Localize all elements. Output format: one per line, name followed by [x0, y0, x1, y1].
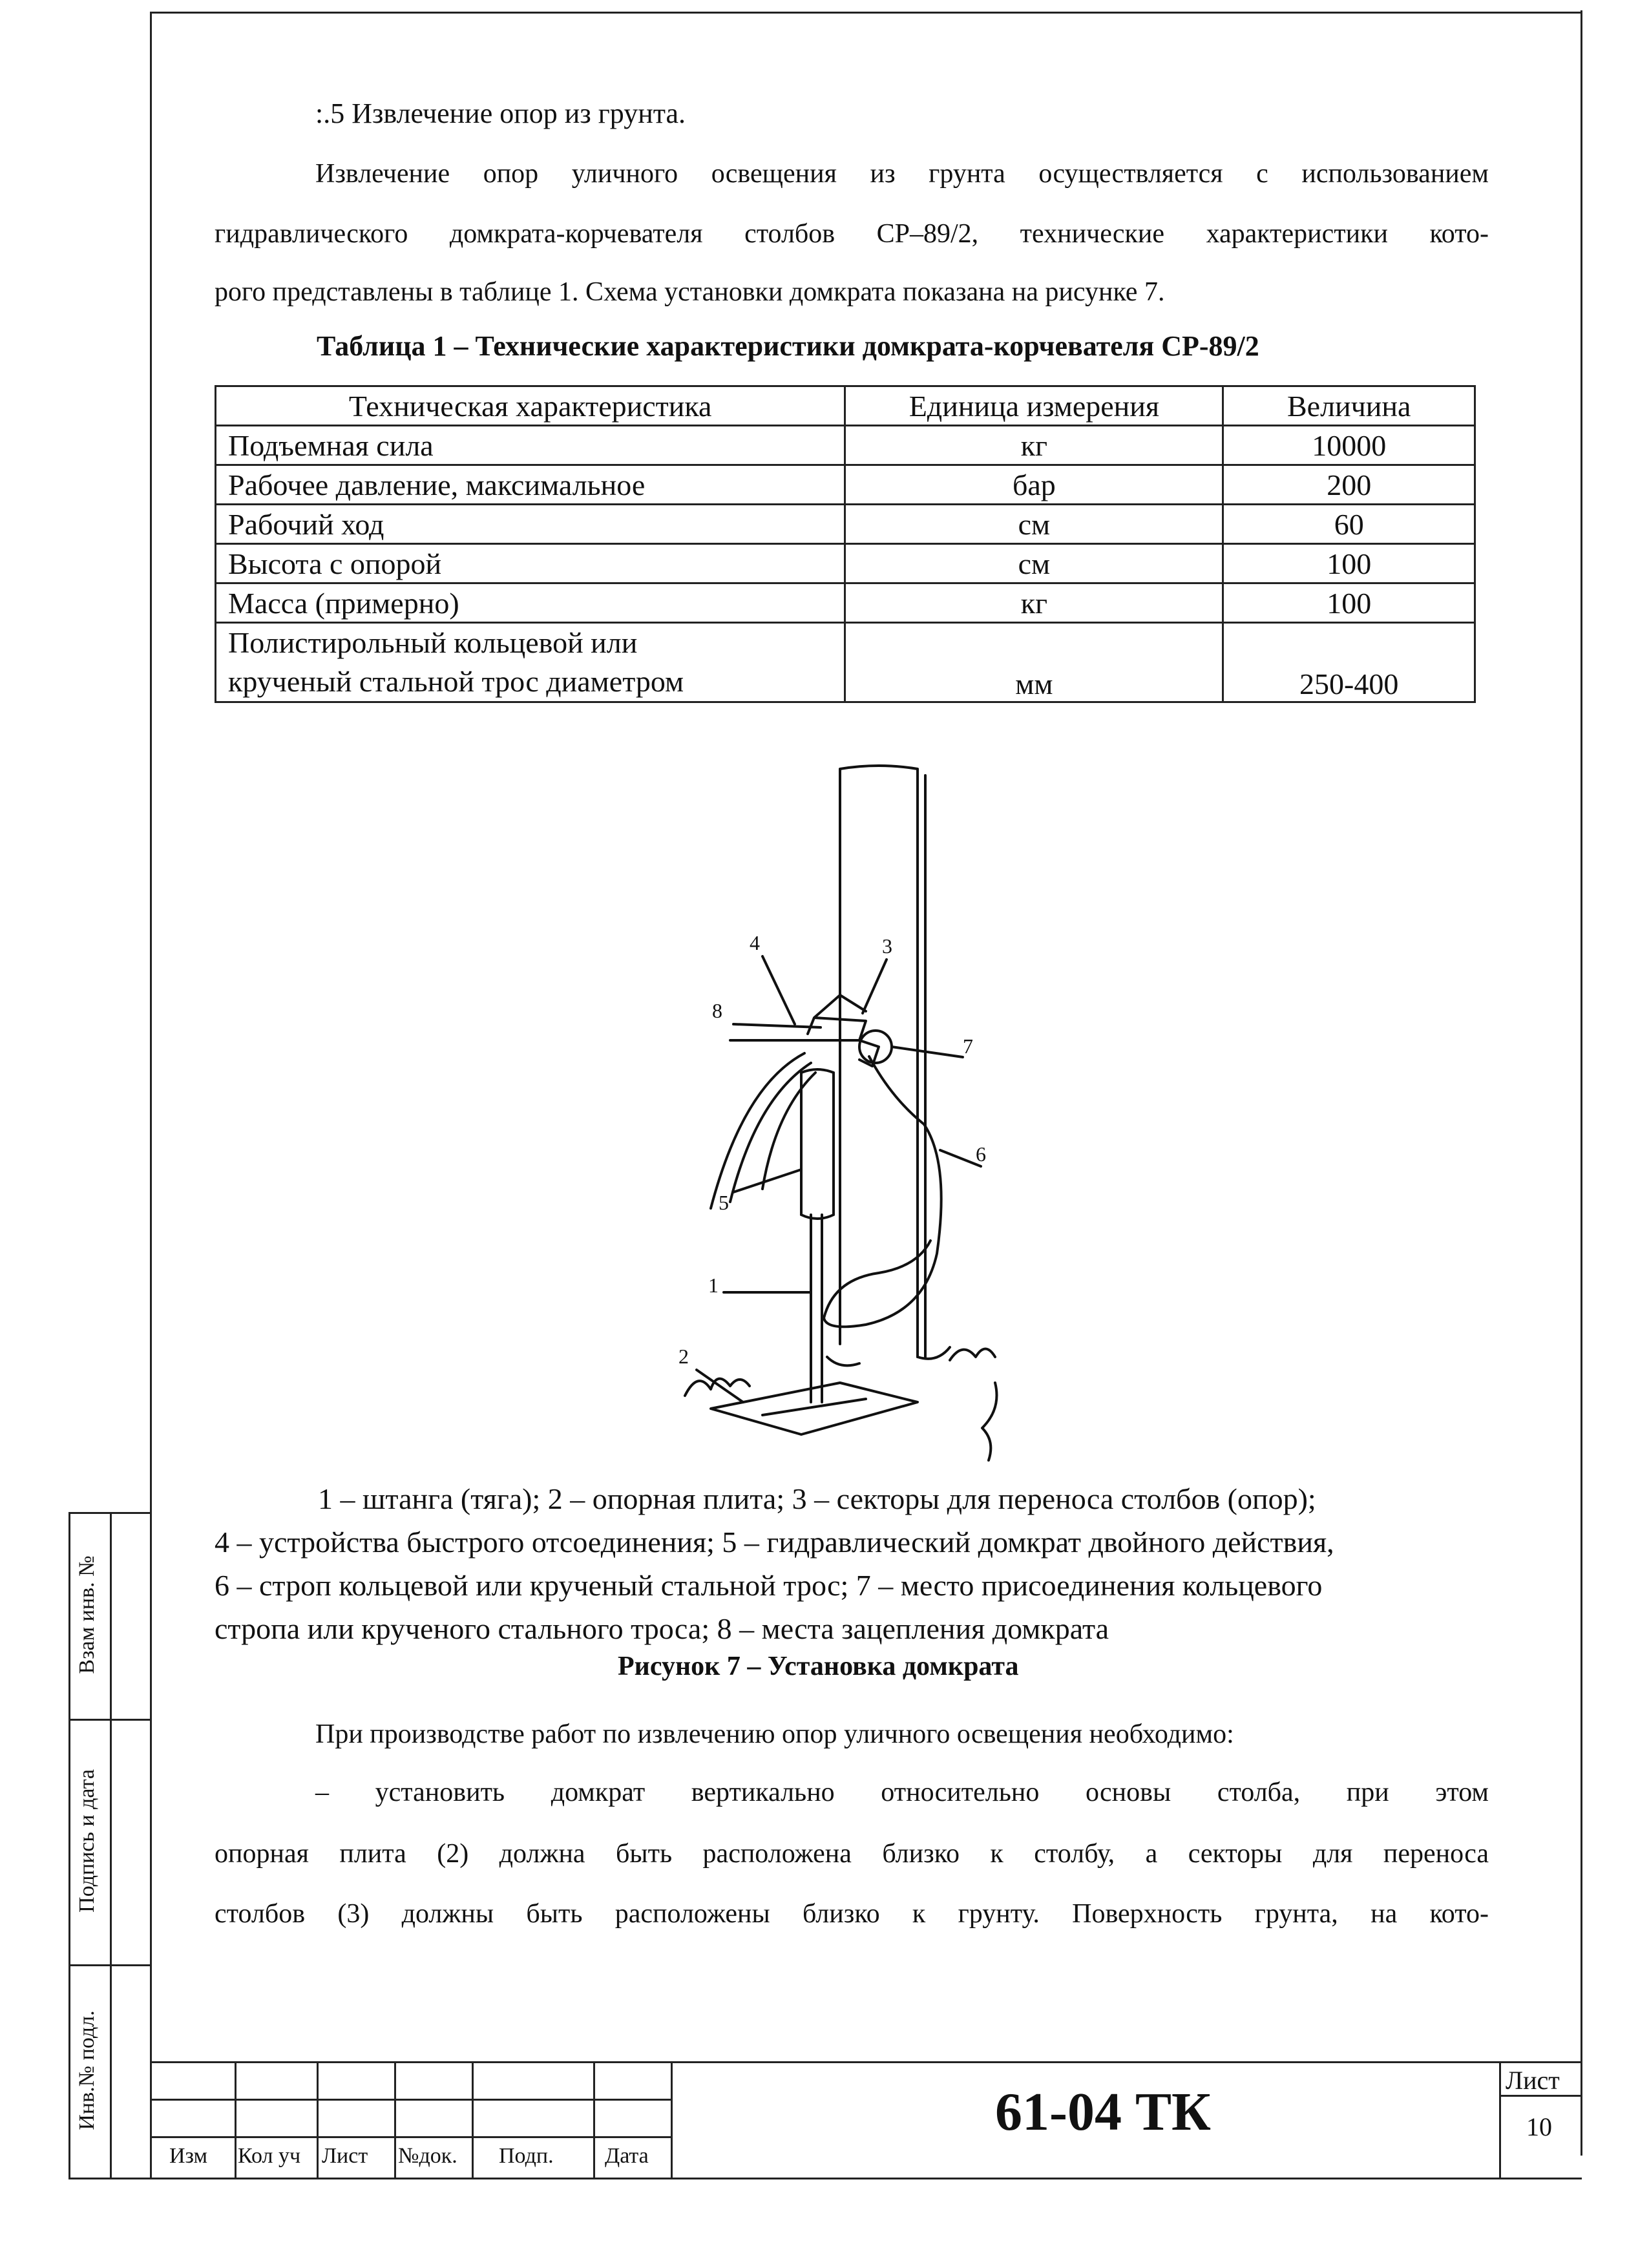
jack-body-shape: [801, 1069, 834, 1219]
table-row: [216, 583, 1475, 623]
side-stamp-line: [68, 1512, 70, 2178]
table-header-cell: Техническая характеристика: [216, 386, 845, 426]
table-row: [216, 623, 1475, 702]
side-stamp-podpis: Подпись и дата: [75, 1769, 99, 1913]
title-col-podp: Подп.: [499, 2144, 554, 2168]
figure-legend-line-2: 4 – устройства быстрого отсоединения; 5 – гидравлический домкрат двойного действия,: [215, 1526, 1334, 1559]
section-heading: :.5 Извлечение опор из грунта.: [315, 98, 686, 129]
table-row: [216, 505, 1475, 544]
figure-legend-line-3: 6 – строп кольцевой или крученый стальной трос; 7 – место присоединения кольцевого: [215, 1569, 1323, 1602]
figure-label-4: 4: [750, 931, 760, 954]
table-cell-unit: см: [845, 505, 1223, 544]
table-header-cell: Единица измерения: [845, 386, 1223, 426]
leader-line-5: [733, 1170, 801, 1192]
table-cell-name-line: крученый стальной трос диаметром: [228, 665, 684, 698]
table-header-row: [216, 386, 1475, 426]
table-cell-unit: бар: [845, 465, 1223, 505]
after-line-2: – установить домкрат вертикально относительно основы столба, при этом: [315, 1778, 1489, 1807]
leader-line-2: [697, 1370, 743, 1402]
leader-line-4: [762, 956, 795, 1024]
figure-label-1: 1: [708, 1274, 719, 1297]
title-col-izm: Изм: [169, 2144, 208, 2168]
figure-caption: Рисунок 7 – Установка домкрата: [618, 1652, 1019, 1681]
title-block-line: [1499, 2061, 1501, 2179]
table-cell-value: 100: [1223, 544, 1475, 583]
table-cell-name-line: Полистирольный кольцевой или: [228, 626, 638, 659]
table-cell-name: Рабочий ход: [216, 505, 845, 544]
frame-right: [1581, 10, 1582, 2156]
figure-legend-line-1: 1 – штанга (тяга); 2 – опорная плита; 3 – секторы для переноса столбов (опор);: [318, 1482, 1316, 1515]
table-row: [216, 426, 1475, 465]
title-block-line: [317, 2061, 319, 2179]
table-row: [216, 465, 1475, 505]
title-col-kol-uch: Кол уч: [238, 2144, 301, 2168]
title-col-data: Дата: [605, 2144, 649, 2168]
table-cell-unit: мм: [845, 623, 1223, 702]
hydraulic-hose-shape: [711, 1053, 815, 1208]
title-block-line: [150, 2061, 1582, 2063]
table-cell-name: Рабочее давление, максимальное: [216, 465, 845, 505]
title-block-line: [593, 2061, 595, 2179]
grass-left-shape: [685, 1379, 750, 1396]
after-line-4: столбов (3) должны быть расположены близко к грунту. Поверхность грунта, на кото-: [215, 1899, 1489, 1929]
side-stamp-vzam: Взам инв. №: [75, 1555, 99, 1674]
table-cell-name: Высота с опорой: [216, 544, 845, 583]
table-cell-name: [216, 623, 845, 702]
spec-table: [215, 385, 1476, 703]
intro-line-2: гидравлического домкрата-корчевателя столбов СР–89/2, технические характеристики кото-: [215, 219, 1489, 249]
sling-shape: [824, 1056, 941, 1327]
sheet-label: Лист: [1506, 2066, 1560, 2095]
after-line-1: При производстве работ по извлечению опор уличного освещения необходимо:: [315, 1719, 1234, 1749]
figure-legend-line-4: стропа или крученого стального троса; 8 – места зацепления домкрата: [215, 1612, 1109, 1645]
intro-line-3: рого представлены в таблице 1. Схема установки домкрата показана на рисунке 7.: [215, 277, 1165, 307]
figure-label-8: 8: [712, 999, 722, 1022]
frame-bottom: [68, 2178, 1582, 2179]
leader-line-3: [863, 960, 887, 1013]
pole-base-shape: [827, 1347, 950, 1365]
table-cell-value: 10000: [1223, 426, 1475, 465]
table-cell-unit: см: [845, 544, 1223, 583]
title-block-line: [472, 2061, 474, 2179]
title-block-line: [235, 2061, 236, 2179]
leader-line-7: [892, 1047, 963, 1057]
table-cell-value: 100: [1223, 583, 1475, 623]
side-stamp-line: [68, 1719, 151, 1721]
figure-label-7: 7: [963, 1034, 973, 1058]
figure-label-2: 2: [678, 1345, 689, 1368]
jack-installation-drawing: [646, 762, 1047, 1473]
table-cell-value: 60: [1223, 505, 1475, 544]
frame-top: [150, 12, 1582, 14]
title-block-line: [394, 2061, 396, 2179]
table-cell-name: Подъемная сила: [216, 426, 845, 465]
document-code: 61-04 ТК: [995, 2082, 1211, 2142]
table-row: [216, 544, 1475, 583]
table-cell-value: 250-400: [1223, 623, 1475, 702]
jack-head-shape: [730, 995, 879, 1066]
side-stamp-line: [110, 1512, 112, 2178]
jack-rod-shape: [811, 1215, 822, 1402]
table-cell-unit: кг: [845, 426, 1223, 465]
intro-line-1: Извлечение опор уличного освещения из грунта осуществляется с использованием: [315, 159, 1489, 189]
table-cell-value: 200: [1223, 465, 1475, 505]
title-col-ndok: №док.: [398, 2144, 457, 2168]
leader-line-6: [940, 1150, 981, 1166]
figure-label-5: 5: [719, 1191, 729, 1214]
frame-left: [150, 13, 152, 2165]
sheet-number: 10: [1526, 2112, 1552, 2141]
side-stamp-line: [68, 1512, 151, 1514]
title-col-list: Лист: [322, 2144, 368, 2168]
table-cell-name: Масса (примерно): [216, 583, 845, 623]
base-plate-shape: [711, 1383, 918, 1434]
table-cell-unit: кг: [845, 583, 1223, 623]
table-caption: Таблица 1 – Технические характеристики домкрата-корчевателя СР-89/2: [317, 330, 1259, 362]
grass-right-shape: [950, 1349, 997, 1461]
after-line-3: опорная плита (2) должна быть расположена близко к столбу, а секторы для переноса: [215, 1839, 1489, 1869]
figure-label-6: 6: [976, 1142, 986, 1166]
leader-line-8: [733, 1024, 821, 1027]
title-block-line: [150, 2061, 152, 2179]
table-header-cell: Величина: [1223, 386, 1475, 426]
figure-label-3: 3: [882, 934, 892, 958]
side-stamp-line: [68, 1964, 151, 1966]
title-block-line: [671, 2061, 673, 2179]
side-stamp-inv: Инв.№ подл.: [75, 2010, 99, 2130]
